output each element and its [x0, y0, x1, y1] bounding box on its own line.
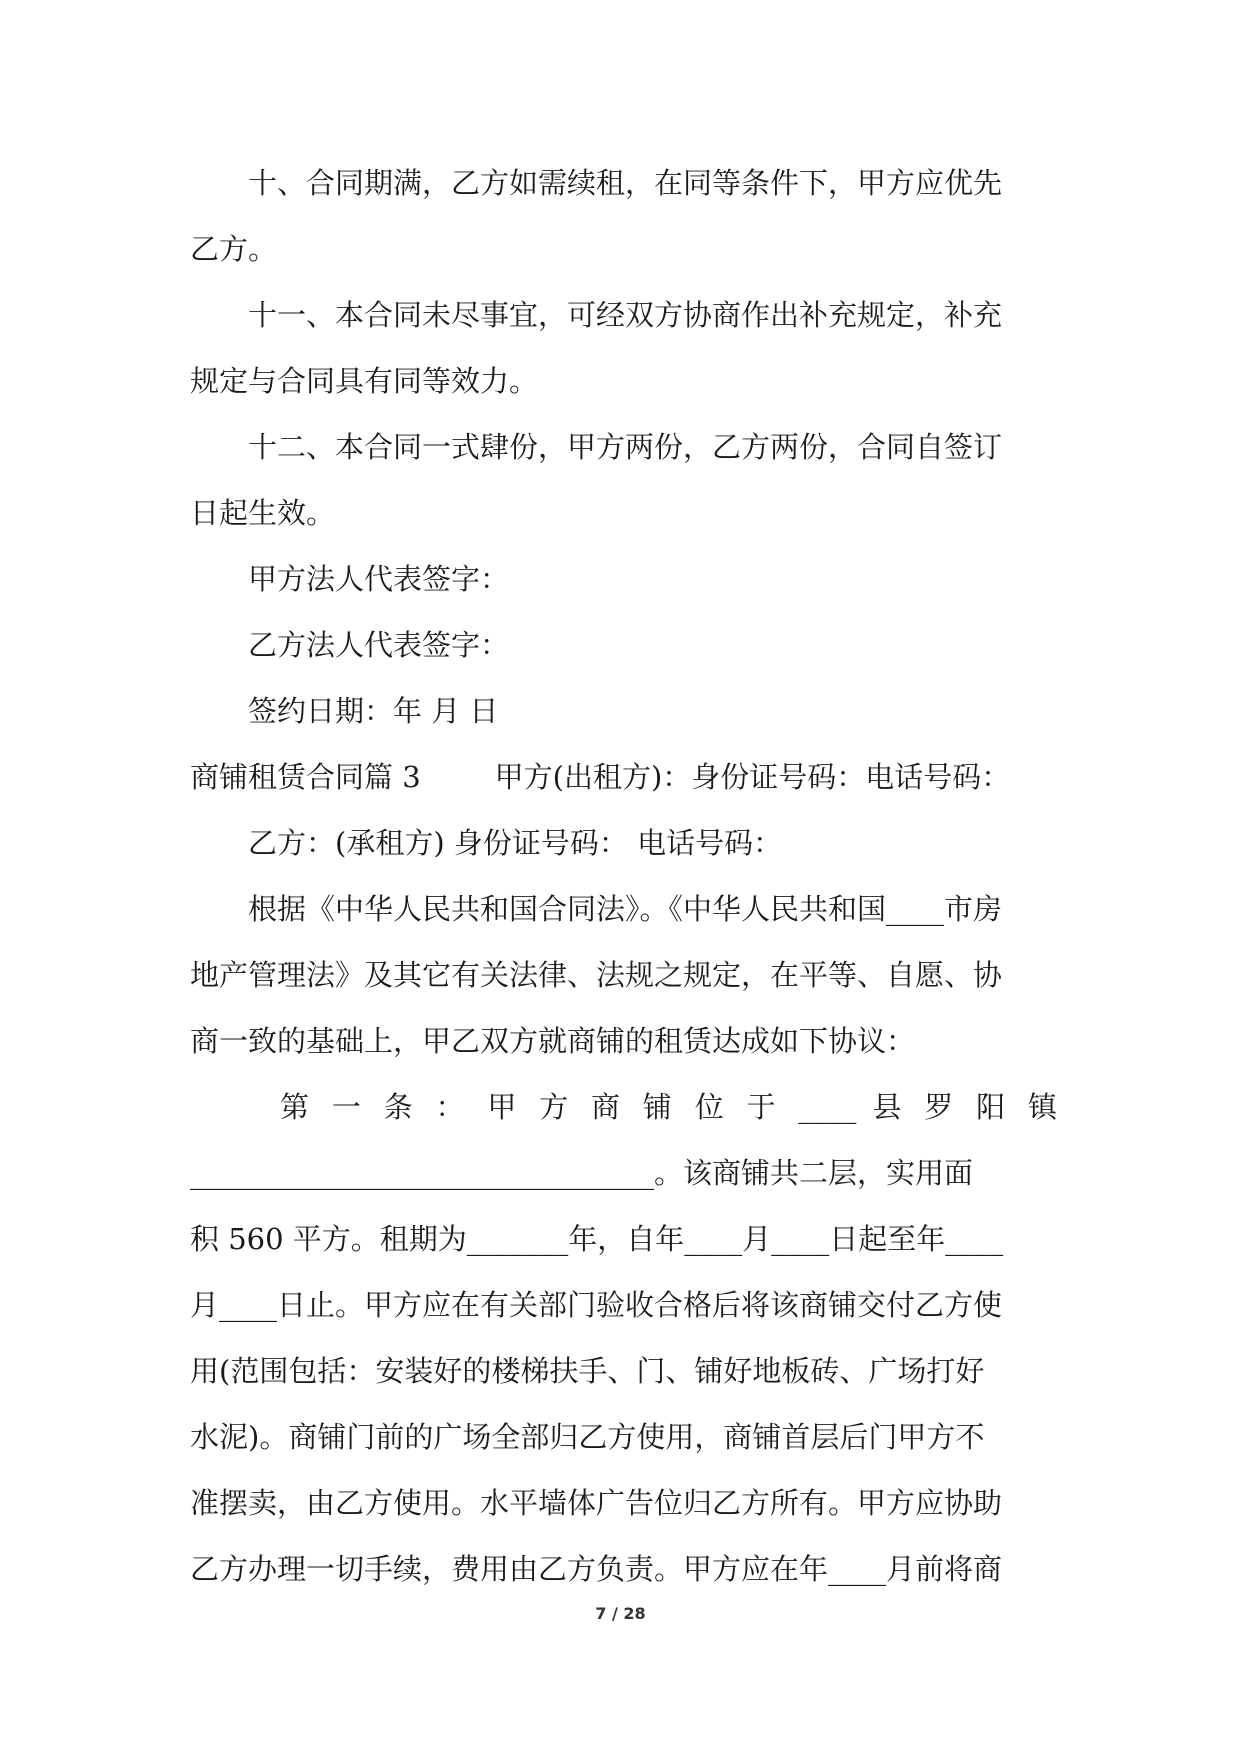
preamble-line-3: 商一致的基础上，甲乙双方就商铺的租赁达成如下协议： — [190, 1024, 916, 1058]
article-1-line-6: 水泥)。商铺门前的广场全部归乙方使用，商铺首层后门甲方不 — [190, 1420, 985, 1454]
clause-10-line-2: 乙方。 — [190, 232, 278, 266]
clause-11-line-2: 规定与合同具有同等效力。 — [190, 364, 539, 398]
preamble-line-1: 根据《中华人民共和国合同法》。《中华人民共和国____市房 — [248, 892, 1003, 926]
document-body — [190, 150, 1057, 1602]
party-b-info: 乙方：(承租方) 身份证号码： 电话号码： — [248, 826, 783, 860]
article-1-line-1: 第 一 条 ： 甲 方 商 铺 位 于 ____ 县 罗 阳 镇 — [280, 1090, 1057, 1124]
page-number: 7 / 28 — [595, 1604, 646, 1623]
party-a-info: 甲方(出租方)：身份证号码：电话号码： — [494, 760, 1011, 794]
article-1-line-7: 准摆卖，由乙方使用。水平墙体广告位归乙方所有。甲方应协助 — [190, 1486, 1003, 1520]
section-title: 商铺租赁合同篇 3 — [190, 760, 421, 794]
article-1-line-5: 用(范围包括：安装好的楼梯扶手、门、铺好地板砖、广场打好 — [190, 1354, 985, 1388]
article-1-line-8: 乙方办理一切手续，费用由乙方负责。甲方应在年____月前将商 — [190, 1552, 1003, 1586]
clause-12-line-1: 十二、本合同一式肆份，甲方两份，乙方两份，合同自签订 — [248, 430, 1003, 464]
article-1-line-4: 月____日止。甲方应在有关部门验收合格后将该商铺交付乙方使 — [190, 1288, 1003, 1322]
article-1-line-3: 积 560 平方。租期为_______年，自年____月____日起至年____ — [190, 1222, 1004, 1256]
party-a-signature: 甲方法人代表签字： — [248, 562, 510, 596]
section-heading-line — [190, 744, 1057, 810]
clause-10-line-1: 十、合同期满，乙方如需续租，在同等条件下，甲方应优先 — [248, 166, 1003, 200]
party-b-signature: 乙方法人代表签字： — [248, 628, 510, 662]
article-1-line-2: ________________________________。该商铺共二层，实用面 — [190, 1156, 974, 1190]
signing-date: 签约日期：年 月 日 — [248, 694, 499, 728]
preamble-line-2: 地产管理法》及其它有关法律、法规之规定，在平等、自愿、协 — [190, 958, 1003, 992]
clause-12-line-2: 日起生效。 — [190, 496, 336, 530]
clause-11-line-1: 十一、本合同未尽事宜，可经双方协商作出补充规定，补充 — [248, 298, 1003, 332]
